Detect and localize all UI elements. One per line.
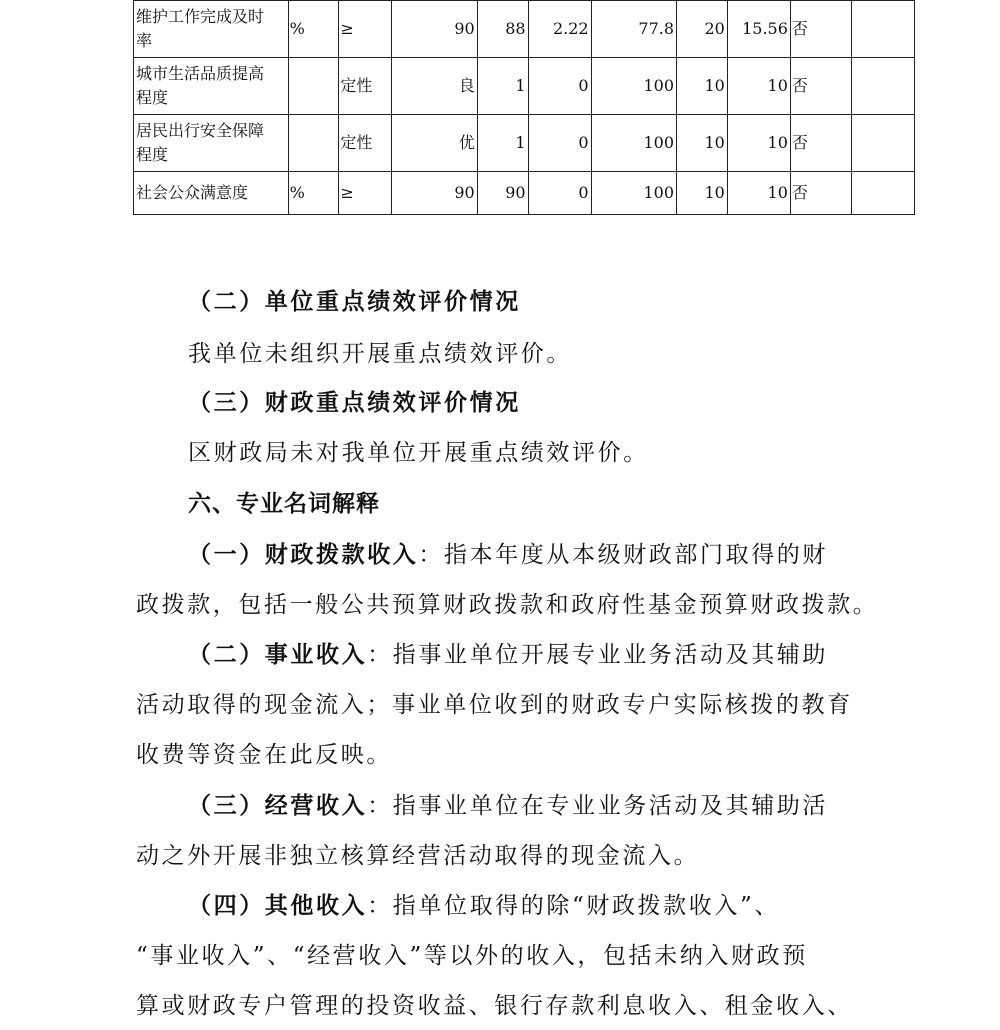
glossary-term: （二）事业收入 <box>188 641 368 668</box>
performance-indicator-table <box>133 0 915 215</box>
section-heading-glossary: 六、专业名词解释 <box>188 491 380 517</box>
note-cell <box>851 172 914 215</box>
glossary-term: （三）经营收入 <box>188 792 368 819</box>
indicator-name: 维护工作完成及时 率 <box>134 1 289 58</box>
actual-cell: 88 <box>477 1 528 58</box>
weight-cell: 10 <box>677 172 728 215</box>
unit-cell <box>288 58 339 115</box>
table-row <box>134 115 915 172</box>
deviation-cell: 0 <box>528 58 591 115</box>
glossary-term: （一）财政拨款收入 <box>188 541 419 568</box>
flag-cell: 否 <box>790 58 851 115</box>
actual-cell: 90 <box>477 172 528 215</box>
glossary-item-fiscal-appropriation: （一）财政拨款收入：指本年度从本级财政部门取得的财 <box>188 541 829 568</box>
operator-cell: 定性 <box>339 115 392 172</box>
glossary-line: 算或财政专户管理的投资收益、银行存款利息收入、租金收入、 <box>136 993 853 1019</box>
note-cell <box>851 115 914 172</box>
unit-cell <box>288 115 339 172</box>
table-row <box>134 58 915 115</box>
flag-cell: 否 <box>790 1 851 58</box>
note-cell <box>851 1 914 58</box>
target-cell: 良 <box>392 58 477 115</box>
score-rate-cell: 77.8 <box>591 1 676 58</box>
glossary-item-business-income: （二）事业收入：指事业单位开展专业业务活动及其辅助 <box>188 641 829 668</box>
score-cell: 10 <box>727 172 790 215</box>
indicator-name: 城市生活品质提高 程度 <box>134 58 289 115</box>
weight-cell: 20 <box>677 1 728 58</box>
glossary-line: 政拨款，包括一般公共预算财政拨款和政府性基金预算财政拨款。 <box>136 592 879 618</box>
actual-cell: 1 <box>477 115 528 172</box>
flag-cell: 否 <box>790 172 851 215</box>
score-cell: 10 <box>727 58 790 115</box>
table-row <box>134 172 915 215</box>
unit-cell: % <box>288 172 339 215</box>
target-cell: 优 <box>392 115 477 172</box>
weight-cell: 10 <box>677 58 728 115</box>
deviation-cell: 0 <box>528 172 591 215</box>
target-cell: 90 <box>392 172 477 215</box>
note-cell <box>851 58 914 115</box>
glossary-line: 动之外开展非独立核算经营活动取得的现金流入。 <box>136 843 700 869</box>
deviation-cell: 0 <box>528 115 591 172</box>
section-text-finance-evaluation: 区财政局未对我单位开展重点绩效评价。 <box>188 440 649 466</box>
flag-cell: 否 <box>790 115 851 172</box>
indicator-name: 社会公众满意度 <box>134 172 289 215</box>
glossary-line: “事业收入”、“经营收入”等以外的收入，包括未纳入财政预 <box>136 943 808 969</box>
operator-cell: 定性 <box>339 58 392 115</box>
section-text-unit-evaluation: 我单位未组织开展重点绩效评价。 <box>188 341 572 367</box>
operator-cell: ≥ <box>339 172 392 215</box>
glossary-item-other-income: （四）其他收入：指单位取得的除“财政拨款收入”、 <box>188 892 780 919</box>
unit-cell: % <box>288 1 339 58</box>
glossary-term: （四）其他收入 <box>188 892 368 919</box>
glossary-item-operating-income: （三）经营收入：指事业单位在专业业务活动及其辅助活 <box>188 792 829 819</box>
operator-cell: ≥ <box>339 1 392 58</box>
target-cell: 90 <box>392 1 477 58</box>
score-rate-cell: 100 <box>591 58 676 115</box>
score-rate-cell: 100 <box>591 172 676 215</box>
glossary-line: 收费等资金在此反映。 <box>136 742 392 768</box>
score-rate-cell: 100 <box>591 115 676 172</box>
score-cell: 15.56 <box>727 1 790 58</box>
section-heading-unit-evaluation: （二）单位重点绩效评价情况 <box>188 288 521 315</box>
weight-cell: 10 <box>677 115 728 172</box>
table-row <box>134 1 915 58</box>
glossary-line: 活动取得的现金流入；事业单位收到的财政专户实际核拨的教育 <box>136 692 853 718</box>
indicator-name: 居民出行安全保障 程度 <box>134 115 289 172</box>
actual-cell: 1 <box>477 58 528 115</box>
score-cell: 10 <box>727 115 790 172</box>
deviation-cell: 2.22 <box>528 1 591 58</box>
section-heading-finance-evaluation: （三）财政重点绩效评价情况 <box>188 389 521 416</box>
